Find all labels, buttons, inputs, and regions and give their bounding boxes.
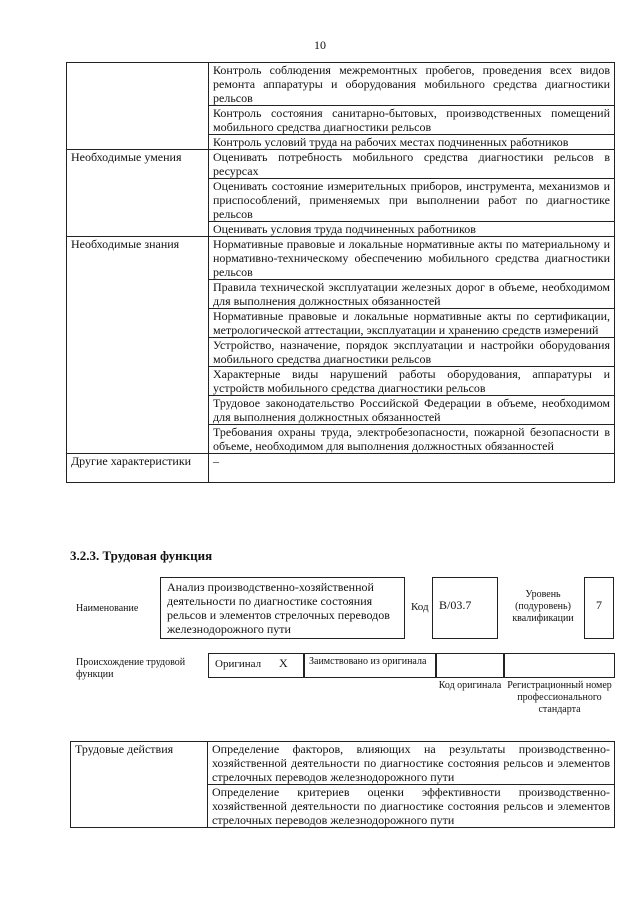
- labor-actions-table: [70, 741, 615, 828]
- original-label: Оригинал: [215, 658, 262, 670]
- requirements-table: [66, 62, 615, 483]
- qualification-level-box: 7: [584, 577, 614, 639]
- table-cell: Трудовое законодательство Российской Федерации в объеме, необходимом для выполнения должностных обязанностей: [209, 396, 615, 425]
- original-code-cell: [436, 653, 504, 678]
- registration-number-cell: [504, 653, 615, 678]
- table-cell: Определение критериев оценки эффективности производственно-хозяйственной деятельности по диагностике состояния рельсов и элементов стрелочных переводов железнодорожного пути: [208, 785, 615, 828]
- table-cell: Нормативные правовые и локальные нормативные акты по сертификации, метрологической аттестации, эксплуатации и хранению средств измерений: [209, 309, 615, 338]
- page-number: 10: [314, 38, 326, 52]
- table-cell: Правила технической эксплуатации железных дорог в объеме, необходимом для выполнения должностных обязанностей: [209, 280, 615, 309]
- table-cell: Характерные виды нарушений работы оборудования, аппаратуры и устройств мобильного средства диагностики рельсов: [209, 367, 615, 396]
- row-label-knowledge: Необходимые знания: [67, 237, 209, 454]
- table-cell: Оценивать состояние измерительных приборов, инструмента, механизмов и приспособлений, применяемых при выполнении работ по диагностике рельсов: [209, 179, 615, 222]
- registration-number-caption: Регистрационный номер профессионального стандарта: [507, 680, 612, 715]
- function-name-box: Анализ производственно-хозяйственной деятельности по диагностике состояния рельсов и элементов стрелочных переводов железнодорожного пути: [160, 577, 405, 639]
- table-cell: Оценивать потребность мобильного средства диагностики рельсов в ресурсах: [209, 150, 615, 179]
- row-label-actions: Трудовые действия: [71, 742, 208, 828]
- table-cell: Контроль условий труда на рабочих местах подчиненных работников: [209, 135, 615, 150]
- name-label: Наименование: [76, 603, 139, 614]
- table-cell: Требования охраны труда, электробезопасности, пожарной безопасности в объеме, необходимом для выполнения должностных обязанностей: [209, 425, 615, 454]
- row-label-skills: Необходимые умения: [67, 150, 209, 237]
- table-row: [71, 742, 615, 785]
- original-mark: X: [279, 656, 288, 670]
- table-row: [67, 237, 615, 280]
- table-cell: Контроль соблюдения межремонтных пробегов, проведения всех видов ремонта аппаратуры и оборудования мобильного средства диагностики рельсов: [209, 63, 615, 106]
- table-cell: Оценивать условия труда подчиненных работников: [209, 222, 615, 237]
- table-cell: –: [209, 454, 615, 483]
- code-label: Код: [411, 601, 429, 613]
- table-cell: Определение факторов, влияющих на результаты производственно-хозяйственной деятельности по диагностике состояния рельсов и элементов стрелочных переводов железнодорожного пути: [208, 742, 615, 785]
- table-cell: Устройство, назначение, порядок эксплуатации и настройки оборудования мобильного средства диагностики рельсов: [209, 338, 615, 367]
- table-row: [67, 63, 615, 106]
- qualification-level-label: Уровень (подуровень) квалификации: [512, 589, 574, 624]
- row-label-other: Другие характеристики: [67, 454, 209, 483]
- section-heading: 3.2.3. Трудовая функция: [70, 548, 213, 563]
- original-code-caption: Код оригинала: [438, 680, 502, 691]
- table-cell: Нормативные правовые и локальные нормативные акты по материальному и нормативно-техническому обеспечению мобильного средства диагностики рельсов: [209, 237, 615, 280]
- table-row: [67, 150, 615, 179]
- table-row: [67, 454, 615, 483]
- code-box: B/03.7: [432, 577, 498, 639]
- origin-label: Происхождение трудовой функции: [76, 657, 186, 680]
- original-cell: [208, 653, 304, 678]
- borrowed-cell: Заимствовано из оригинала: [304, 653, 436, 678]
- table-cell: Контроль состояния санитарно-бытовых, производственных помещений мобильного средства диагностики рельсов: [209, 106, 615, 135]
- row-label: [67, 63, 209, 150]
